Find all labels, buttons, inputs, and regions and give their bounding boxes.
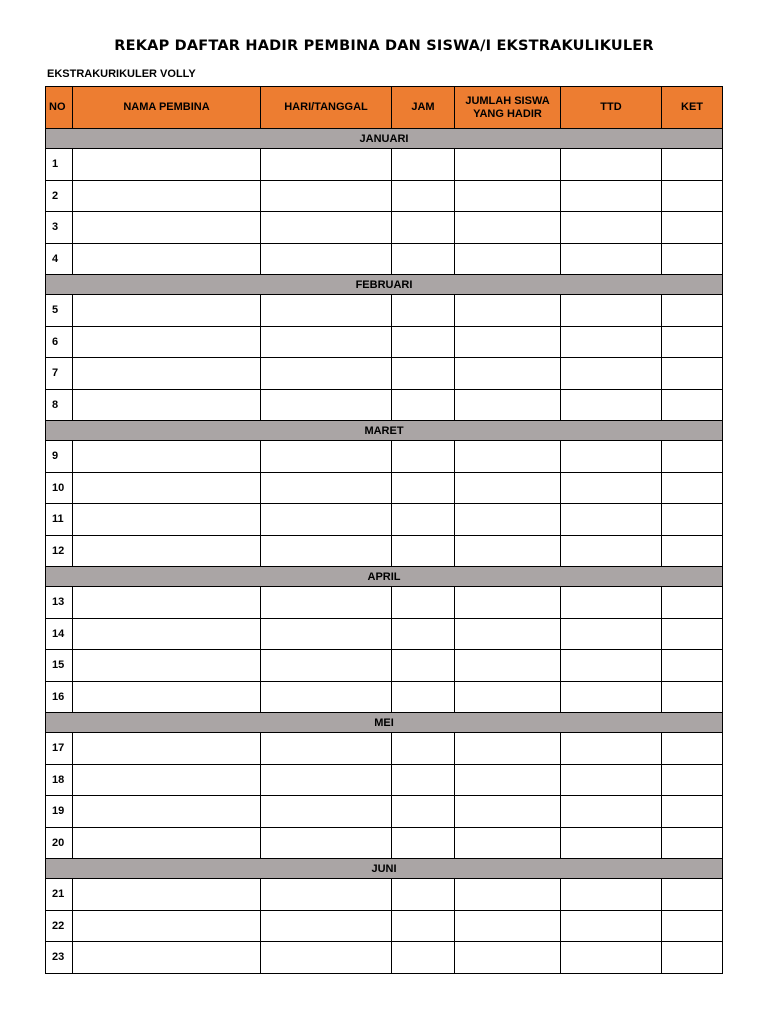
jumlah-siswa-cell[interactable] bbox=[455, 180, 561, 212]
column-header-jumlah-siswa: JUMLAH SISWA YANG HADIR bbox=[455, 87, 561, 129]
jumlah-siswa-cell[interactable] bbox=[455, 535, 561, 567]
attendance-table bbox=[45, 86, 723, 974]
jam-cell[interactable] bbox=[392, 504, 455, 536]
nama-pembina-cell[interactable] bbox=[73, 243, 261, 275]
nama-pembina-cell[interactable] bbox=[73, 295, 261, 327]
hari-tanggal-cell[interactable] bbox=[261, 149, 392, 181]
ket-cell[interactable] bbox=[662, 212, 723, 244]
table-row bbox=[46, 618, 723, 650]
jam-cell[interactable] bbox=[392, 326, 455, 358]
nama-pembina-cell[interactable] bbox=[73, 472, 261, 504]
nama-pembina-cell[interactable] bbox=[73, 504, 261, 536]
jumlah-siswa-cell[interactable] bbox=[455, 827, 561, 859]
ket-cell[interactable] bbox=[662, 180, 723, 212]
hari-tanggal-cell[interactable] bbox=[261, 326, 392, 358]
nama-pembina-cell[interactable] bbox=[73, 618, 261, 650]
jam-cell[interactable] bbox=[392, 910, 455, 942]
hari-tanggal-cell[interactable] bbox=[261, 827, 392, 859]
ttd-cell[interactable] bbox=[561, 910, 662, 942]
table-body bbox=[46, 129, 723, 974]
row-number: 4 bbox=[46, 243, 73, 275]
row-number: 2 bbox=[46, 180, 73, 212]
hari-tanggal-cell[interactable] bbox=[261, 796, 392, 828]
ket-cell[interactable] bbox=[662, 504, 723, 536]
jumlah-siswa-cell[interactable] bbox=[455, 681, 561, 713]
table-row bbox=[46, 910, 723, 942]
hari-tanggal-cell[interactable] bbox=[261, 681, 392, 713]
hari-tanggal-cell[interactable] bbox=[261, 764, 392, 796]
row-number: 9 bbox=[46, 441, 73, 473]
table-row bbox=[46, 149, 723, 181]
jumlah-siswa-cell[interactable] bbox=[455, 149, 561, 181]
jumlah-siswa-cell[interactable] bbox=[455, 618, 561, 650]
column-header-ttd: TTD bbox=[561, 87, 662, 129]
row-number: 7 bbox=[46, 358, 73, 390]
table-row bbox=[46, 733, 723, 765]
ket-cell[interactable] bbox=[662, 535, 723, 567]
table-row bbox=[46, 535, 723, 567]
ttd-cell[interactable] bbox=[561, 733, 662, 765]
jam-cell[interactable] bbox=[392, 295, 455, 327]
hari-tanggal-cell[interactable] bbox=[261, 243, 392, 275]
nama-pembina-cell[interactable] bbox=[73, 389, 261, 421]
month-band-row bbox=[46, 275, 723, 295]
jam-cell[interactable] bbox=[392, 243, 455, 275]
hari-tanggal-cell[interactable] bbox=[261, 504, 392, 536]
month-label: JANUARI bbox=[46, 129, 723, 149]
ttd-cell[interactable] bbox=[561, 295, 662, 327]
ttd-cell[interactable] bbox=[561, 618, 662, 650]
jam-cell[interactable] bbox=[392, 827, 455, 859]
ket-cell[interactable] bbox=[662, 733, 723, 765]
month-label: FEBRUARI bbox=[46, 275, 723, 295]
column-header-nama-pembina: NAMA PEMBINA bbox=[73, 87, 261, 129]
row-number: 18 bbox=[46, 764, 73, 796]
jumlah-siswa-cell[interactable] bbox=[455, 504, 561, 536]
nama-pembina-cell[interactable] bbox=[73, 587, 261, 619]
jam-cell[interactable] bbox=[392, 441, 455, 473]
ket-cell[interactable] bbox=[662, 650, 723, 682]
activity-label: EKSTRAKURIKULER VOLLY bbox=[47, 68, 196, 80]
row-number: 19 bbox=[46, 796, 73, 828]
month-band-row bbox=[46, 859, 723, 879]
row-number: 22 bbox=[46, 910, 73, 942]
table-row bbox=[46, 243, 723, 275]
column-header-hari-tanggal: HARI/TANGGAL bbox=[261, 87, 392, 129]
month-band-row bbox=[46, 567, 723, 587]
nama-pembina-cell[interactable] bbox=[73, 149, 261, 181]
hari-tanggal-cell[interactable] bbox=[261, 879, 392, 911]
nama-pembina-cell[interactable] bbox=[73, 827, 261, 859]
hari-tanggal-cell[interactable] bbox=[261, 358, 392, 390]
ttd-cell[interactable] bbox=[561, 326, 662, 358]
ttd-cell[interactable] bbox=[561, 212, 662, 244]
ttd-cell[interactable] bbox=[561, 535, 662, 567]
ket-cell[interactable] bbox=[662, 681, 723, 713]
table-row bbox=[46, 796, 723, 828]
jam-cell[interactable] bbox=[392, 180, 455, 212]
jam-cell[interactable] bbox=[392, 149, 455, 181]
hari-tanggal-cell[interactable] bbox=[261, 295, 392, 327]
ttd-cell[interactable] bbox=[561, 587, 662, 619]
row-number: 15 bbox=[46, 650, 73, 682]
table-row bbox=[46, 441, 723, 473]
jam-cell[interactable] bbox=[392, 472, 455, 504]
table-row bbox=[46, 180, 723, 212]
nama-pembina-cell[interactable] bbox=[73, 535, 261, 567]
ttd-cell[interactable] bbox=[561, 389, 662, 421]
ttd-cell[interactable] bbox=[561, 180, 662, 212]
jam-cell[interactable] bbox=[392, 764, 455, 796]
jam-cell[interactable] bbox=[392, 879, 455, 911]
table-row bbox=[46, 942, 723, 974]
row-number: 5 bbox=[46, 295, 73, 327]
jumlah-siswa-cell[interactable] bbox=[455, 472, 561, 504]
jam-cell[interactable] bbox=[392, 942, 455, 974]
row-number: 14 bbox=[46, 618, 73, 650]
jumlah-siswa-cell[interactable] bbox=[455, 650, 561, 682]
table-row bbox=[46, 827, 723, 859]
month-label: MEI bbox=[46, 713, 723, 733]
jumlah-siswa-cell[interactable] bbox=[455, 910, 561, 942]
jam-cell[interactable] bbox=[392, 650, 455, 682]
jam-cell[interactable] bbox=[392, 358, 455, 390]
ket-cell[interactable] bbox=[662, 295, 723, 327]
ket-cell[interactable] bbox=[662, 149, 723, 181]
row-number: 17 bbox=[46, 733, 73, 765]
ttd-cell[interactable] bbox=[561, 650, 662, 682]
hari-tanggal-cell[interactable] bbox=[261, 587, 392, 619]
jumlah-siswa-cell[interactable] bbox=[455, 212, 561, 244]
jam-cell[interactable] bbox=[392, 535, 455, 567]
nama-pembina-cell[interactable] bbox=[73, 733, 261, 765]
jam-cell[interactable] bbox=[392, 681, 455, 713]
nama-pembina-cell[interactable] bbox=[73, 326, 261, 358]
nama-pembina-cell[interactable] bbox=[73, 441, 261, 473]
ket-cell[interactable] bbox=[662, 587, 723, 619]
hari-tanggal-cell[interactable] bbox=[261, 472, 392, 504]
row-number: 10 bbox=[46, 472, 73, 504]
jam-cell[interactable] bbox=[392, 389, 455, 421]
nama-pembina-cell[interactable] bbox=[73, 796, 261, 828]
jam-cell[interactable] bbox=[392, 212, 455, 244]
hari-tanggal-cell[interactable] bbox=[261, 441, 392, 473]
jumlah-siswa-cell[interactable] bbox=[455, 879, 561, 911]
ttd-cell[interactable] bbox=[561, 796, 662, 828]
ket-cell[interactable] bbox=[662, 796, 723, 828]
ttd-cell[interactable] bbox=[561, 243, 662, 275]
ttd-cell[interactable] bbox=[561, 879, 662, 911]
ttd-cell[interactable] bbox=[561, 827, 662, 859]
month-label: JUNI bbox=[46, 859, 723, 879]
table-row bbox=[46, 681, 723, 713]
table-row bbox=[46, 587, 723, 619]
ket-cell[interactable] bbox=[662, 441, 723, 473]
month-band-row bbox=[46, 421, 723, 441]
nama-pembina-cell[interactable] bbox=[73, 650, 261, 682]
ttd-cell[interactable] bbox=[561, 942, 662, 974]
table-row bbox=[46, 358, 723, 390]
jumlah-siswa-cell[interactable] bbox=[455, 243, 561, 275]
ttd-cell[interactable] bbox=[561, 149, 662, 181]
row-number: 11 bbox=[46, 504, 73, 536]
hari-tanggal-cell[interactable] bbox=[261, 618, 392, 650]
ket-cell[interactable] bbox=[662, 358, 723, 390]
jam-cell[interactable] bbox=[392, 796, 455, 828]
table-row bbox=[46, 504, 723, 536]
row-number: 21 bbox=[46, 879, 73, 911]
jam-cell[interactable] bbox=[392, 587, 455, 619]
row-number: 16 bbox=[46, 681, 73, 713]
table-row bbox=[46, 879, 723, 911]
ket-cell[interactable] bbox=[662, 879, 723, 911]
row-number: 8 bbox=[46, 389, 73, 421]
jumlah-siswa-cell[interactable] bbox=[455, 389, 561, 421]
jumlah-siswa-cell[interactable] bbox=[455, 942, 561, 974]
jumlah-siswa-cell[interactable] bbox=[455, 733, 561, 765]
ttd-cell[interactable] bbox=[561, 504, 662, 536]
hari-tanggal-cell[interactable] bbox=[261, 180, 392, 212]
jumlah-siswa-cell[interactable] bbox=[455, 441, 561, 473]
jumlah-siswa-cell[interactable] bbox=[455, 587, 561, 619]
hari-tanggal-cell[interactable] bbox=[261, 535, 392, 567]
ket-cell[interactable] bbox=[662, 243, 723, 275]
jumlah-siswa-cell[interactable] bbox=[455, 358, 561, 390]
row-number: 1 bbox=[46, 149, 73, 181]
column-header-no: NO bbox=[46, 87, 73, 129]
column-header-ket: KET bbox=[662, 87, 723, 129]
ttd-cell[interactable] bbox=[561, 358, 662, 390]
ket-cell[interactable] bbox=[662, 389, 723, 421]
table-row bbox=[46, 212, 723, 244]
jumlah-siswa-cell[interactable] bbox=[455, 326, 561, 358]
nama-pembina-cell[interactable] bbox=[73, 879, 261, 911]
hari-tanggal-cell[interactable] bbox=[261, 733, 392, 765]
row-number: 12 bbox=[46, 535, 73, 567]
ket-cell[interactable] bbox=[662, 764, 723, 796]
hari-tanggal-cell[interactable] bbox=[261, 942, 392, 974]
jam-cell[interactable] bbox=[392, 733, 455, 765]
nama-pembina-cell[interactable] bbox=[73, 358, 261, 390]
nama-pembina-cell[interactable] bbox=[73, 180, 261, 212]
ket-cell[interactable] bbox=[662, 472, 723, 504]
table-row bbox=[46, 472, 723, 504]
jumlah-siswa-cell[interactable] bbox=[455, 764, 561, 796]
table-row bbox=[46, 295, 723, 327]
ket-cell[interactable] bbox=[662, 827, 723, 859]
month-band-row bbox=[46, 713, 723, 733]
table-row bbox=[46, 326, 723, 358]
ttd-cell[interactable] bbox=[561, 764, 662, 796]
ttd-cell[interactable] bbox=[561, 472, 662, 504]
table-row bbox=[46, 389, 723, 421]
ttd-cell[interactable] bbox=[561, 681, 662, 713]
table-row bbox=[46, 764, 723, 796]
nama-pembina-cell[interactable] bbox=[73, 212, 261, 244]
month-label: APRIL bbox=[46, 567, 723, 587]
hari-tanggal-cell[interactable] bbox=[261, 212, 392, 244]
month-band-row bbox=[46, 129, 723, 149]
page-title: REKAP DAFTAR HADIR PEMBINA DAN SISWA/I EKSTRAKULIKULER bbox=[114, 38, 654, 54]
jumlah-siswa-cell[interactable] bbox=[455, 796, 561, 828]
nama-pembina-cell[interactable] bbox=[73, 681, 261, 713]
column-header-jam: JAM bbox=[392, 87, 455, 129]
row-number: 20 bbox=[46, 827, 73, 859]
row-number: 3 bbox=[46, 212, 73, 244]
nama-pembina-cell[interactable] bbox=[73, 942, 261, 974]
month-label: MARET bbox=[46, 421, 723, 441]
hari-tanggal-cell[interactable] bbox=[261, 389, 392, 421]
jam-cell[interactable] bbox=[392, 618, 455, 650]
ket-cell[interactable] bbox=[662, 942, 723, 974]
hari-tanggal-cell[interactable] bbox=[261, 910, 392, 942]
jumlah-siswa-cell[interactable] bbox=[455, 295, 561, 327]
header-row bbox=[46, 87, 723, 129]
row-number: 13 bbox=[46, 587, 73, 619]
row-number: 6 bbox=[46, 326, 73, 358]
ket-cell[interactable] bbox=[662, 326, 723, 358]
ket-cell[interactable] bbox=[662, 618, 723, 650]
ket-cell[interactable] bbox=[662, 910, 723, 942]
nama-pembina-cell[interactable] bbox=[73, 910, 261, 942]
ttd-cell[interactable] bbox=[561, 441, 662, 473]
hari-tanggal-cell[interactable] bbox=[261, 650, 392, 682]
nama-pembina-cell[interactable] bbox=[73, 764, 261, 796]
table-row bbox=[46, 650, 723, 682]
row-number: 23 bbox=[46, 942, 73, 974]
